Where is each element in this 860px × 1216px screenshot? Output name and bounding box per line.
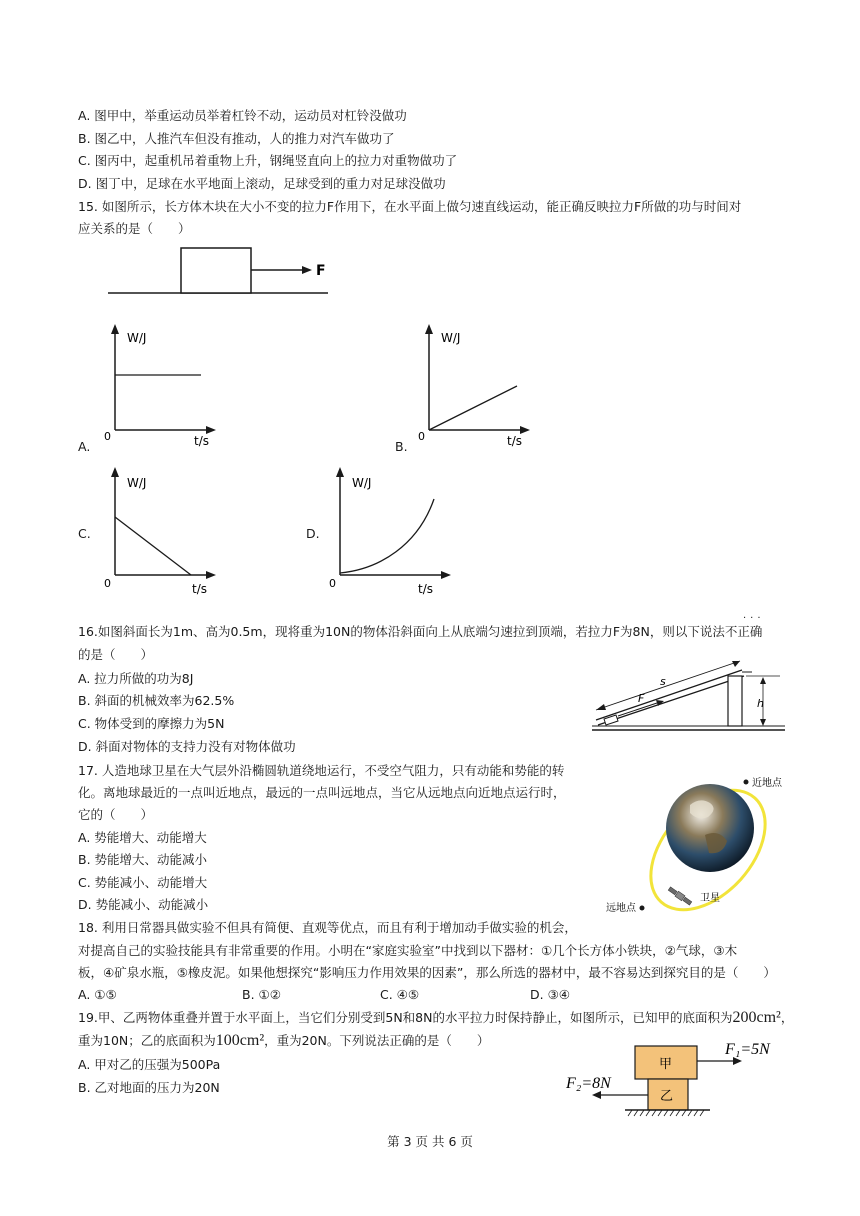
q15-b-ylabel: W/J (441, 331, 461, 345)
q15-a-origin: 0 (104, 430, 111, 443)
q16-stem-line1: 16.如图斜面长为1m、高为0.5m，现将重为10N的物体沿斜面向上从底端匀速拉到顶端，若拉力F为8N，则以下说法不正确 (78, 624, 763, 639)
page-footer: 第 3 页 共 6 页 (387, 1134, 473, 1149)
q15-d-xlabel: t/s (418, 582, 433, 596)
q17-option-d: D. 势能减小、动能减小 (78, 897, 209, 912)
q15-b-xlabel: t/s (507, 434, 522, 448)
q16-label-h: h (757, 697, 764, 710)
q19-stem-line2 (78, 1032, 489, 1050)
q19-option-b: B. 乙对地面的压力为20N (78, 1080, 220, 1095)
q15-a-xlabel: t/s (194, 434, 209, 448)
q15-stem-line2: 应关系的是（ ） (78, 221, 191, 236)
q16-label-s: s (660, 675, 666, 688)
q15-c-ylabel: W/J (127, 476, 147, 490)
block-jia-label: 甲 (659, 1057, 673, 1072)
q19-stem-line1 (78, 1009, 793, 1027)
apogee-label: 远地点 (606, 903, 636, 914)
q15-stem-line1: 15. 如图所示，长方体木块在大小不变的拉力F作用下，在水平面上做匀速直线运动，能正确反映拉力F所做的功与时间对 (78, 199, 742, 214)
q15-force-label: F (316, 263, 326, 279)
q18-option-d: D. ③④ (530, 987, 570, 1002)
force-f2-label: F₂=8N (566, 1075, 611, 1092)
q15-option-d: D. (306, 526, 320, 541)
block-yi-label: 乙 (660, 1089, 674, 1104)
q15-c-xlabel: t/s (192, 582, 207, 596)
q16-label-f: F (638, 692, 645, 705)
earth-image (666, 784, 754, 872)
q18-stem-line3: 板，④矿泉水瓶，⑤橡皮泥。如果他想探究“影响压力作用效果的因素”，那么所选的器材中，最不容易达到探究目的是（ ） (78, 965, 776, 980)
q14-option-d: D. 图丁中，足球在水平地面上滚动，足球受到的重力对足球没做功 (78, 176, 446, 191)
q19-area-yi: 100cm² (215, 1032, 265, 1049)
q16-emphasis-dots: ··· (743, 613, 765, 624)
q15-d-ylabel: W/J (352, 476, 372, 490)
q17-orbit-diagram (600, 770, 800, 920)
q15-option-b: B. (395, 439, 408, 454)
q18-stem-line1: 18. 利用日常器具做实验不但具有简便、直观等优点，而且有利于增加动手做实验的机会， (78, 920, 577, 935)
q19-area-jia: 200cm² (732, 1009, 781, 1026)
q17-stem-line1: 17. 人造地球卫星在大气层外沿椭圆轨道绕地运行，不受空气阻力，只有动能和势能的转 (78, 763, 565, 778)
q17-stem-line2: 化。离地球最近的一点叫近地点，最远的一点叫远地点，当它从远地点向近地点运行时， (78, 785, 566, 800)
q19-line2-tail: ，重为20N。下列说法正确的是（ ） (264, 1033, 490, 1048)
q19-line2-text: 重为10N；乙的底面积为 (78, 1033, 216, 1048)
perigee-label: 近地点 (752, 778, 782, 789)
q18-option-b: B. ①② (242, 987, 281, 1002)
q16-option-d: D. 斜面对物体的支持力没有对物体做功 (78, 739, 296, 754)
q19-line1-text: 19.甲、乙两物体重叠并置于水平面上，当它们分别受到5N和8N的水平拉力时保持静止，如图所示，已知甲的底面积为 (78, 1010, 733, 1025)
q15-block-diagram (100, 240, 340, 300)
q15-graph-a (95, 322, 215, 447)
force-f1-label: F₁=5N (725, 1041, 770, 1058)
q17-option-a: A. 势能增大、动能增大 (78, 830, 207, 845)
q15-b-origin: 0 (418, 430, 425, 443)
q16-stem-line2: 的是（ ） (78, 647, 154, 662)
q14-option-a: A. 图甲中，举重运动员举着杠铃不动，运动员对杠铃没做功 (78, 108, 407, 123)
q19-stack-diagram (560, 1036, 790, 1120)
q15-d-origin: 0 (329, 577, 336, 590)
q15-option-c: C. (78, 526, 91, 541)
q18-option-a: A. ①⑤ (78, 987, 117, 1002)
q16-option-b: B. 斜面的机械效率为62.5% (78, 693, 235, 708)
q15-a-ylabel: W/J (127, 331, 147, 345)
q15-graph-d (320, 465, 450, 600)
q15-c-origin: 0 (104, 577, 111, 590)
q15-graph-c (95, 465, 215, 600)
q15-option-a: A. (78, 439, 91, 454)
q15-graph-b (409, 322, 529, 447)
q17-option-b: B. 势能增大、动能减小 (78, 852, 208, 867)
q18-option-c: C. ④⑤ (380, 987, 420, 1002)
q18-stem-line2: 对提高自己的实验技能具有非常重要的作用。小明在“家庭实验室”中找到以下器材：①几个长方体小铁块，②气球，③木 (78, 943, 738, 958)
q16-option-c: C. 物体受到的摩擦力为5N (78, 716, 225, 731)
q17-option-c: C. 势能减小、动能增大 (78, 875, 208, 890)
q14-option-b: B. 图乙中，人推汽车但没有推动，人的推力对汽车做功了 (78, 131, 395, 146)
q19-option-a: A. 甲对乙的压强为500Pa (78, 1057, 221, 1072)
q16-option-a: A. 拉力所做的功为8J (78, 671, 194, 686)
satellite-label: 卫星 (700, 893, 720, 904)
q14-option-c: C. 图丙中，起重机吊着重物上升，钢绳竖直向上的拉力对重物做功了 (78, 153, 458, 168)
q19-line1-comma: ， (780, 1010, 794, 1025)
q16-incline-diagram (590, 650, 790, 735)
q17-stem-line3: 它的（ ） (78, 807, 154, 822)
